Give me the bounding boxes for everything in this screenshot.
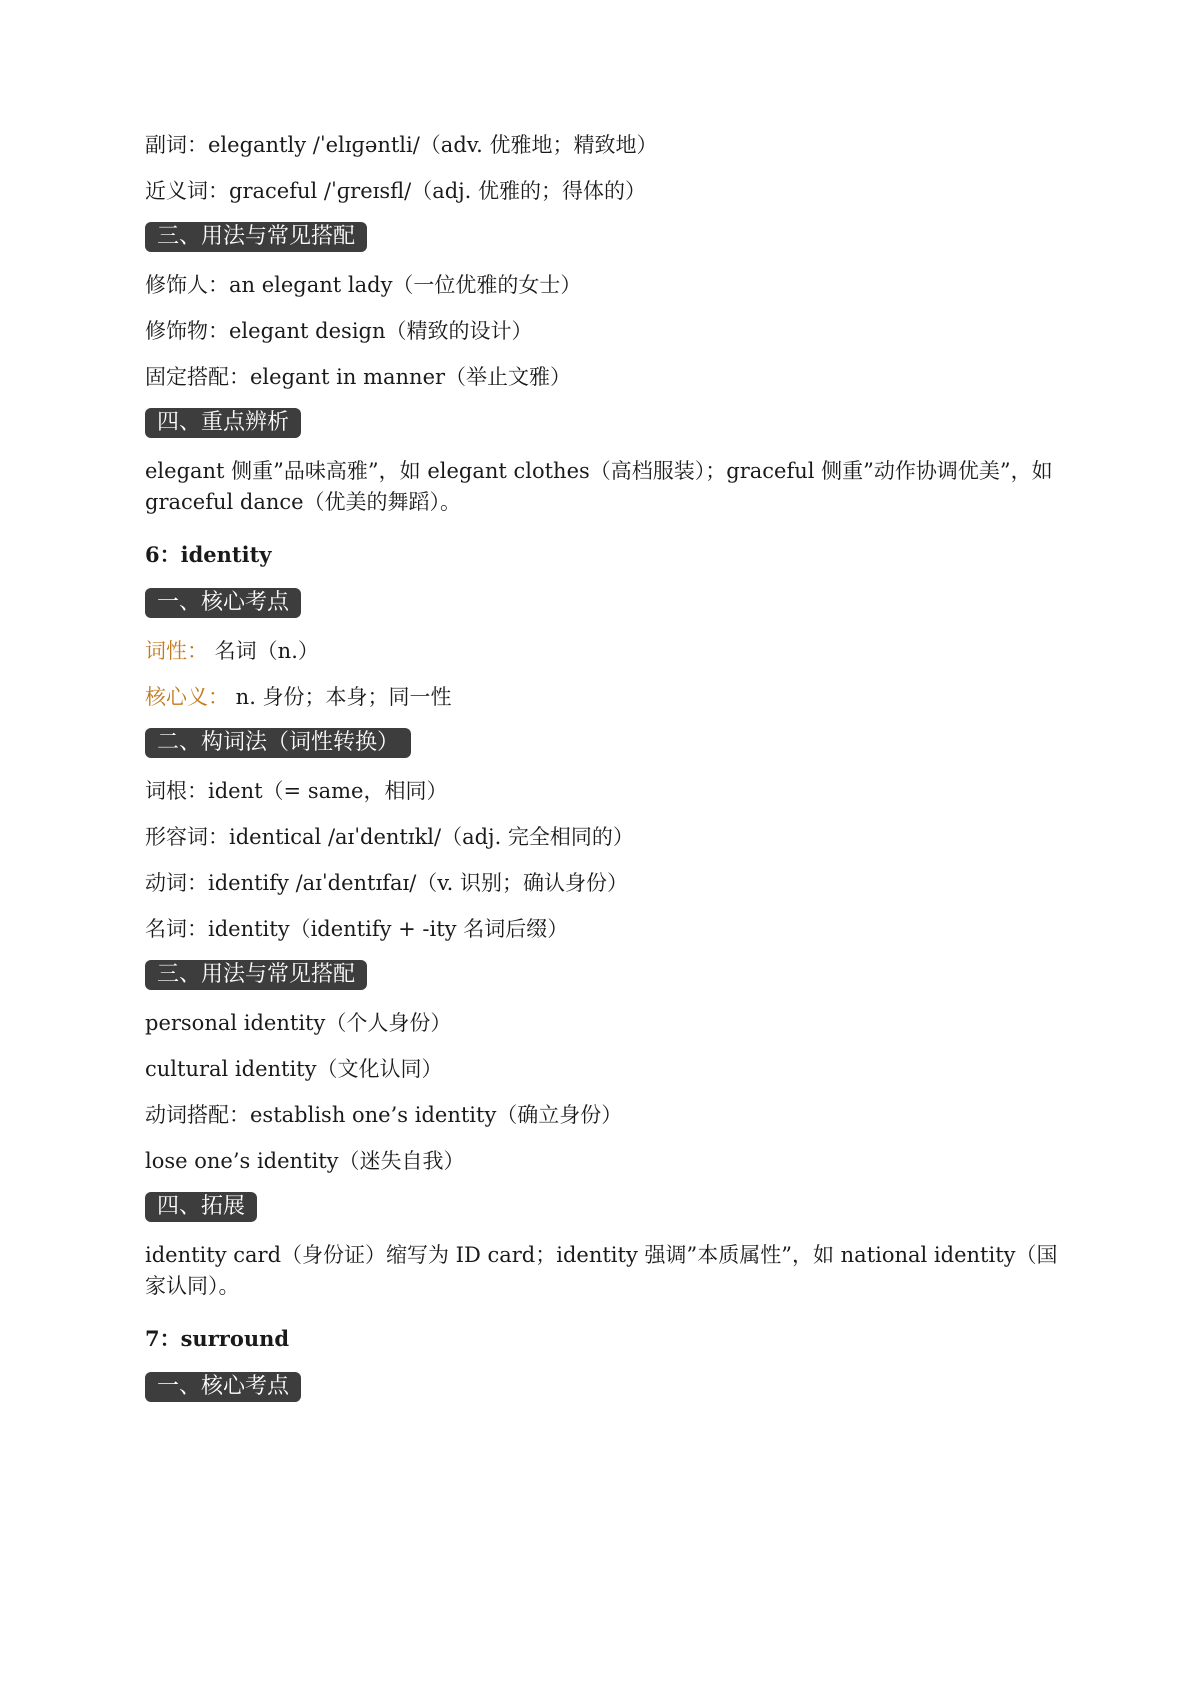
- section-heading-analysis: 四、重点辨析: [145, 408, 301, 438]
- core-meaning-line: [145, 682, 1060, 712]
- part-of-speech-line: [145, 636, 1060, 666]
- usage-line: cultural identity（文化认同）: [145, 1057, 443, 1081]
- analysis-paragraph: elegant 侧重”品味高雅”，如 elegant clothes（高档服装）；graceful 侧重”动作协调优美”，如 graceful dance（优美的舞蹈）。: [145, 459, 1053, 514]
- part-of-speech-value: 名词（n.）: [208, 639, 319, 663]
- word-heading-identity: 6：identity: [145, 542, 272, 567]
- section-heading-core: 一、核心考点: [145, 588, 301, 618]
- word-formation-line: 名词：identity（identify + -ity 名词后缀）: [145, 917, 569, 941]
- usage-line: 动词搭配：establish one’s identity（确立身份）: [145, 1103, 623, 1127]
- extension-paragraph: identity card（身份证）缩写为 ID card；identity 强调”本质属性”，如 national identity（国家认同）。: [145, 1243, 1058, 1298]
- section-heading-usage: 三、用法与常见搭配: [145, 960, 367, 990]
- word-formation-line: 形容词：identical /aɪˈdentɪkl/（adj. 完全相同的）: [145, 825, 634, 849]
- usage-line: lose one’s identity（迷失自我）: [145, 1149, 465, 1173]
- section-heading-extension: 四、拓展: [145, 1192, 257, 1222]
- usage-line: 修饰人：an elegant lady（一位优雅的女士）: [145, 273, 582, 297]
- synonym-line: 近义词：graceful /ˈɡreɪsfl/（adj. 优雅的；得体的）: [145, 179, 647, 203]
- section-heading-usage: 三、用法与常见搭配: [145, 222, 367, 252]
- document-page: [145, 130, 1060, 1420]
- section-heading-core: 一、核心考点: [145, 1372, 301, 1402]
- section-heading-word-formation: 二、构词法（词性转换）: [145, 728, 411, 758]
- word-formation-line: 词根：ident（= same，相同）: [145, 779, 448, 803]
- part-of-speech-label: 词性：: [145, 639, 208, 663]
- usage-line: 修饰物：elegant design（精致的设计）: [145, 319, 533, 343]
- core-meaning-label: 核心义：: [145, 685, 229, 709]
- core-meaning-value: n. 身份；本身；同一性: [229, 685, 452, 709]
- adverb-form-line: 副词：elegantly /ˈelɪɡəntli/（adv. 优雅地；精致地）: [145, 133, 658, 157]
- word-heading-surround: 7：surround: [145, 1326, 290, 1351]
- usage-line: personal identity（个人身份）: [145, 1011, 452, 1035]
- word-formation-line: 动词：identify /aɪˈdentɪfaɪ/（v. 识别；确认身份）: [145, 871, 629, 895]
- usage-line: 固定搭配：elegant in manner（举止文雅）: [145, 365, 572, 389]
